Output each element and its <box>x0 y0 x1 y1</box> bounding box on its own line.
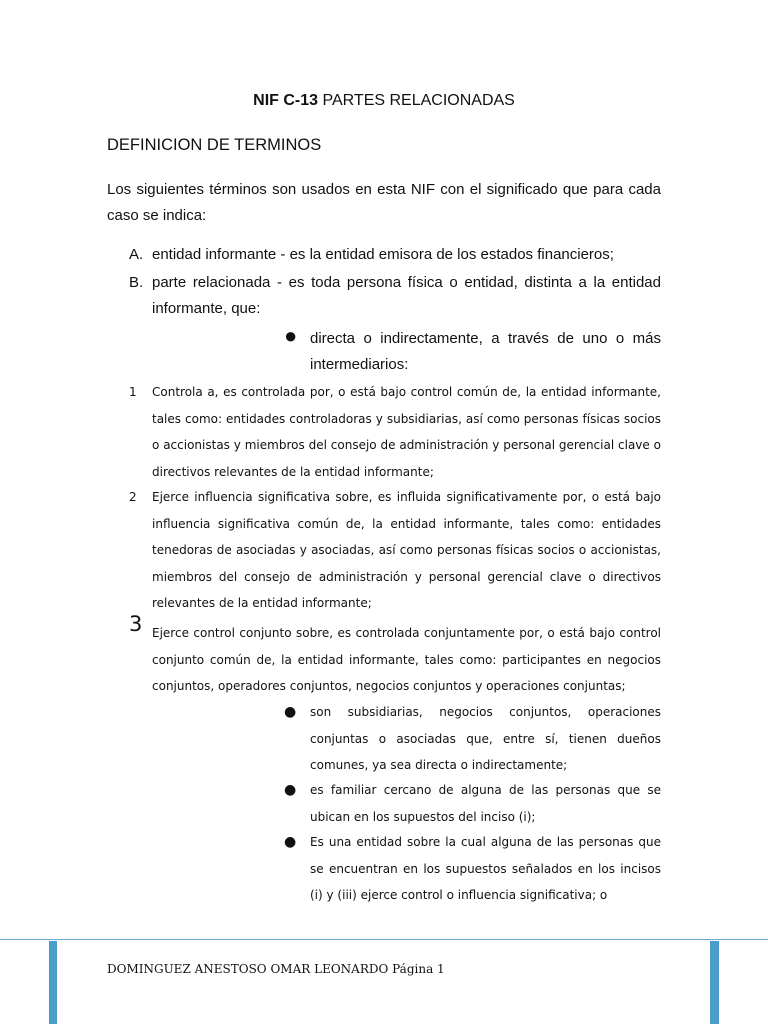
number-marker: 3 <box>129 612 143 636</box>
list-item-text: parte relacionada - es toda persona física o entidad, distinta a la entidad informante, que: <box>152 274 661 317</box>
numbered-item-text: Ejerce control conjunto sobre, es controlada conjuntamente por, o está bajo control conjunto común de, la entidad informante, tales como: participantes en negocios conjuntos, operadores conjuntos, negocios conjuntos y operaciones conjuntas; <box>152 626 661 693</box>
list-item-b <box>107 270 661 322</box>
bullet-icon: ● <box>284 834 297 850</box>
numbered-item-text: Controla a, es controlada por, o está bajo control común de, la entidad informante, tales como: entidades controladoras y subsidiarias, así como personas físicas socios o accionistas y miembros del consejo de administración y personal gerencial clave o directivos relevantes de la entidad informante; <box>152 385 661 479</box>
bullet-icon: ● <box>284 323 298 348</box>
bullet-icon: ● <box>284 704 297 720</box>
sub-bullet-item <box>284 777 661 830</box>
footer-divider <box>0 939 768 940</box>
number-marker: 2 <box>129 490 137 504</box>
list-item-text: entidad informante - es la entidad emisora de los estados financieros; <box>152 246 614 263</box>
bullet-text: directa o indirectamente, a través de uno o más intermediarios: <box>310 330 661 373</box>
intro-paragraph: Los siguientes términos son usados en esta NIF con el significado que para cada caso se indica: <box>107 181 661 224</box>
list-marker: A. <box>129 246 144 263</box>
sub-bullet-text: Es una entidad sobre la cual alguna de las personas que se encuentran en los supuestos señalados en los incisos (i) y (iii) ejerce control o influencia significativa; o <box>310 835 661 902</box>
number-marker: 1 <box>129 385 137 399</box>
list-item-a <box>107 242 661 268</box>
numbered-item-3 <box>129 612 661 700</box>
bullet-item-intermediaries <box>284 323 661 378</box>
section-heading: DEFINICION DE TERMINOS <box>107 136 322 154</box>
footer-text: DOMINGUEZ ANESTOSO OMAR LEONARDO Página 1 <box>107 962 445 976</box>
numbered-item-text: Ejerce influencia significativa sobre, es influida significativamente por, o está bajo influencia significativa común de, la entidad informante, tales como: entidades tenedoras de asociadas y asociadas, así como personas físicas socios o accionistas, miembros del consejo de administración y personal gerencial clave o directivos relevantes de la entidad informante; <box>152 490 661 610</box>
numbered-item-2 <box>129 484 661 617</box>
bullet-icon: ● <box>284 782 297 798</box>
numbered-item-1 <box>129 379 661 485</box>
list-marker: B. <box>129 274 144 291</box>
sub-bullet-text: son subsidiarias, negocios conjuntos, operaciones conjuntas o asociadas que, entre sí, tienen dueños comunes, ya sea directa o indirectamente; <box>310 705 661 772</box>
sub-bullet-item <box>284 699 661 779</box>
sub-bullet-item <box>284 829 661 909</box>
title-text: PARTES RELACIONADAS <box>318 92 515 109</box>
footer-left-accent-bar <box>49 941 57 1024</box>
document-title <box>0 92 768 110</box>
title-code: NIF C-13 <box>253 92 319 109</box>
footer-right-accent-bar <box>710 941 719 1024</box>
sub-bullet-text: es familiar cercano de alguna de las personas que se ubican en los supuestos del inciso (i); <box>310 783 661 824</box>
